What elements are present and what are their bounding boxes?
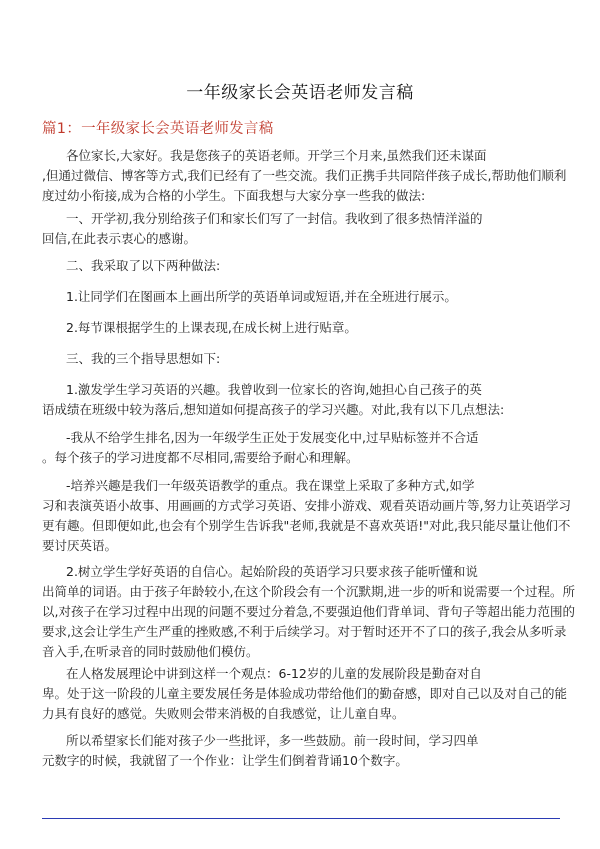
text-line: 1.让同学们在图画本上画出所学的英语单词或短语,并在全班进行展示。 [66, 289, 457, 304]
paragraph-point-2 [42, 256, 562, 276]
text-line: 回信,在此表示衷心的感谢。 [42, 231, 196, 246]
text-line: 卑。处于这一阶段的儿童主要发展任务是体验成功带给他们的勤奋感，即对自己以及对自己的能 [42, 686, 568, 701]
text-line: 2.每节课根据学生的上课表现,在成长树上进行贴章。 [66, 320, 357, 335]
text-line: 力具有良好的感觉。失败则会带来消极的自我感觉，让儿童自卑。 [42, 706, 405, 721]
paragraph-method-2 [42, 318, 562, 338]
text-line: -我从不给学生排名,因为一年级学生正处于发展变化中,过早贴标签并不合适 [66, 430, 479, 445]
text-line: 各位家长,大家好。我是您孩子的英语老师。开学三个月来,虽然我们还未谋面 [66, 148, 487, 163]
text-line: 语成绩在班级中较为落后,想知道如何提高孩子的学习兴趣。对此,我有以下几点想法: [42, 402, 505, 417]
text-line: 要讨厌英语。 [42, 538, 118, 553]
paragraph-no-ranking [42, 428, 562, 468]
text-line: 要求,这会让学生产生严重的挫败感,不利于后续学习。对于暂时还开不了口的孩子,我会从多听录 [42, 624, 567, 639]
section-heading: 篇1：一年级家长会英语老师发言稿 [42, 121, 274, 137]
paragraph-method-1 [42, 287, 562, 307]
paragraph-confidence [42, 562, 575, 662]
text-line: 在人格发展理论中讲到这样一个观点：6-12岁的儿童的发展阶段是勤奋对自 [66, 666, 482, 681]
paragraph-greeting [42, 146, 567, 206]
text-line: 习和表演英语小故事、用画画的方式学习英语、安排小游戏、观看英语动画片等,努力让英语学习 [42, 498, 571, 513]
text-line: 。每个孩子的学习进度都不尽相同,需要给予耐心和理解。 [42, 450, 359, 465]
text-line: 1.激发学生学习英语的兴趣。我曾收到一位家长的咨询,她担心自己孩子的英 [66, 382, 482, 397]
text-line: -培养兴趣是我们一年级英语教学的重点。我在课堂上采取了多种方式,如学 [66, 478, 475, 493]
paragraph-interest [42, 476, 571, 556]
text-line: 元数字的时候，我就留了一个作业：让学生们倒着背诵10个数字。 [42, 753, 408, 768]
text-line: 二、我采取了以下两种做法: [66, 258, 221, 273]
paragraph-point-3 [42, 349, 562, 369]
text-line: 2.树立学生学好英语的自信心。起始阶段的英语学习只要求孩子能听懂和说 [66, 564, 478, 579]
text-line: 音入手,在听录音的同时鼓励他们模仿。 [42, 644, 259, 659]
paragraph-encouragement [42, 731, 562, 771]
text-line: 以,对孩子在学习过程中出现的问题不要过分着急,不要强迫他们背单词、背句子等超出能力范围的 [42, 604, 575, 619]
text-line: 所以希望家长们能对孩子少一些批评，多一些鼓励。前一段时间，学习四单 [66, 733, 479, 748]
text-line: 三、我的三个指导思想如下: [66, 351, 221, 366]
text-line: 一、开学初,我分别给孩子们和家长们写了一封信。我收到了很多热情洋溢的 [66, 211, 483, 226]
text-line: 出简单的词语。由于孩子年龄较小,在这个阶段会有一个沉默期,进一步的听和说需要一个过程。所 [42, 584, 575, 599]
page-title: 一年级家长会英语老师发言稿 [186, 83, 414, 103]
text-line: 度过幼小衔接,成为合格的小学生。下面我想与大家分享一些我的做法: [42, 188, 426, 203]
text-line: 更有趣。但即便如此,也会有个别学生告诉我"老师,我就是不喜欢英语!"对此,我只能尽量让他们不 [42, 518, 571, 533]
text-line: ,但通过微信、博客等方式,我们已经有了一些交流。我们正携手共同陪伴孩子成长,帮助他们顺利 [42, 168, 567, 183]
paragraph-guideline-1 [42, 380, 562, 420]
footer-divider [42, 818, 560, 819]
paragraph-theory [42, 664, 568, 724]
paragraph-point-1 [42, 209, 562, 249]
